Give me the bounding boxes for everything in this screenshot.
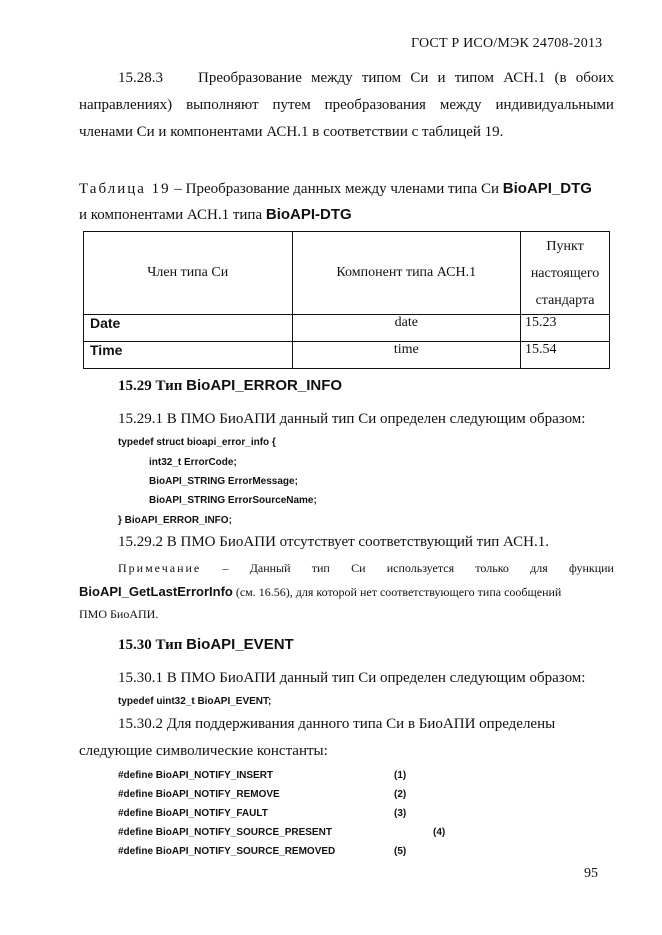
paragraph-15-29-1: 15.29.1 В ПМО БиоАПИ данный тип Си определен следующим образом: (118, 411, 586, 427)
word: обоих (575, 70, 614, 86)
word: между (311, 70, 353, 86)
table-caption-text-2: и компонентами АСН.1 типа (79, 207, 266, 223)
word: функции (568, 561, 614, 575)
document-header: ГОСТ Р ИСО/МЭК 24708-2013 (411, 36, 603, 51)
table-caption-type-2: BioAPI-DTG (265, 206, 352, 223)
code-line: BioAPI_STRING ErrorSourceName; (149, 495, 317, 506)
section-heading-15-30 (118, 636, 294, 654)
header-clause-line-2: настоящего (530, 265, 600, 281)
define-value: (2) (394, 789, 407, 800)
code-line: BioAPI_STRING ErrorMessage; (149, 476, 298, 487)
note-line-3: ПМО БиоАПИ. (79, 607, 159, 621)
note-function-name: BioAPI_GetLastErrorInfo (79, 584, 233, 599)
word: АСН.1 (503, 70, 546, 86)
note-text: (см. 16.56), для которой нет соответствующего типа сообщений (232, 585, 562, 599)
define-value: (4) (433, 827, 446, 838)
define-name: #define BioAPI_NOTIFY_SOURCE_REMOVED (118, 846, 336, 857)
section-heading-15-29 (118, 377, 342, 395)
header-clause-line-1: Пункт (546, 238, 584, 254)
define-name: #define BioAPI_NOTIFY_REMOVE (118, 789, 280, 800)
cell-component: date (292, 315, 521, 342)
paragraph-15-28-3-line-2 (79, 97, 614, 114)
paragraph-15-30-2-line-1: 15.30.2 Для поддерживания данного типа Си в БиоАПИ определены (118, 716, 556, 732)
page-number: 95 (584, 866, 598, 881)
paragraph-15-30-1: 15.30.1 В ПМО БиоАПИ данный тип Си определен следующим образом: (118, 670, 586, 686)
table-header-row (84, 232, 610, 315)
word: направлениях) (79, 97, 173, 113)
define-value: (5) (394, 846, 407, 857)
header-clause-line-3: стандарта (535, 292, 595, 308)
table-caption-label: Таблица 19 (79, 181, 171, 197)
heading-type: BioAPI_EVENT (186, 636, 294, 653)
heading-type: BioAPI_ERROR_INFO (186, 377, 343, 394)
paragraph-15-29-2: 15.29.2 В ПМО БиоАПИ отсутствует соответствующий тип АСН.1. (118, 534, 549, 550)
word: – (222, 561, 229, 575)
heading-prefix: 15.30 Тип (118, 637, 187, 653)
table-caption-text: – Преобразование данных между членами типа Си (170, 181, 503, 197)
header-cell-clause (521, 232, 610, 315)
paragraph-15-28-3-line-1 (198, 70, 614, 87)
word: для (530, 561, 548, 575)
note-line-2 (79, 584, 561, 600)
define-name: #define BioAPI_NOTIFY_FAULT (118, 808, 268, 819)
word: путем (272, 97, 311, 113)
code-line: } BioAPI_ERROR_INFO; (118, 515, 232, 526)
word: Си (351, 561, 366, 575)
table-19-caption-line-2 (79, 206, 352, 224)
word: используется (386, 561, 455, 575)
code-line: typedef uint32_t BioAPI_EVENT; (118, 696, 272, 707)
cell-clause: 15.54 (521, 342, 610, 369)
table-row (84, 342, 610, 369)
word: типом (361, 70, 402, 86)
table-19-caption-line-1 (79, 180, 592, 198)
define-name: #define BioAPI_NOTIFY_INSERT (118, 770, 274, 781)
cell-component: time (292, 342, 521, 369)
cell-clause: 15.23 (521, 315, 610, 342)
heading-prefix: 15.29 Тип (118, 378, 187, 394)
word: тип (311, 561, 330, 575)
table-row (84, 315, 610, 342)
clause-number-15-28-3: 15.28.3 (118, 70, 163, 86)
define-value: (3) (394, 808, 407, 819)
table-19 (83, 231, 610, 369)
word: между (439, 97, 482, 113)
paragraph-15-28-3-line-3: членами Си и компонентами АСН.1 в соответствии с таблицей 19. (79, 124, 504, 140)
code-line: typedef struct bioapi_error_info { (118, 437, 276, 448)
cell-member: Time (84, 342, 293, 369)
word: Данный (249, 561, 291, 575)
note-line-1 (118, 561, 614, 576)
code-line: int32_t ErrorCode; (149, 457, 237, 468)
paragraph-15-30-2-line-2: следующие символические константы: (79, 743, 328, 759)
define-name: #define BioAPI_NOTIFY_SOURCE_PRESENT (118, 827, 332, 838)
table-caption-type: BioAPI_DTG (502, 180, 592, 197)
word: преобразования (324, 97, 426, 113)
word: индивидуальными (495, 97, 614, 113)
header-cell-member: Член типа Си (84, 232, 293, 315)
cell-member: Date (84, 315, 293, 342)
note-label: Примечание (118, 561, 202, 575)
word: Преобразование (198, 70, 302, 86)
word: (в (554, 70, 567, 86)
word: и (437, 70, 446, 86)
word: выполняют (186, 97, 259, 113)
header-cell-component: Компонент типа АСН.1 (292, 232, 521, 315)
word: типом (454, 70, 495, 86)
word: только (475, 561, 509, 575)
word: Си (410, 70, 429, 86)
define-value: (1) (394, 770, 407, 781)
